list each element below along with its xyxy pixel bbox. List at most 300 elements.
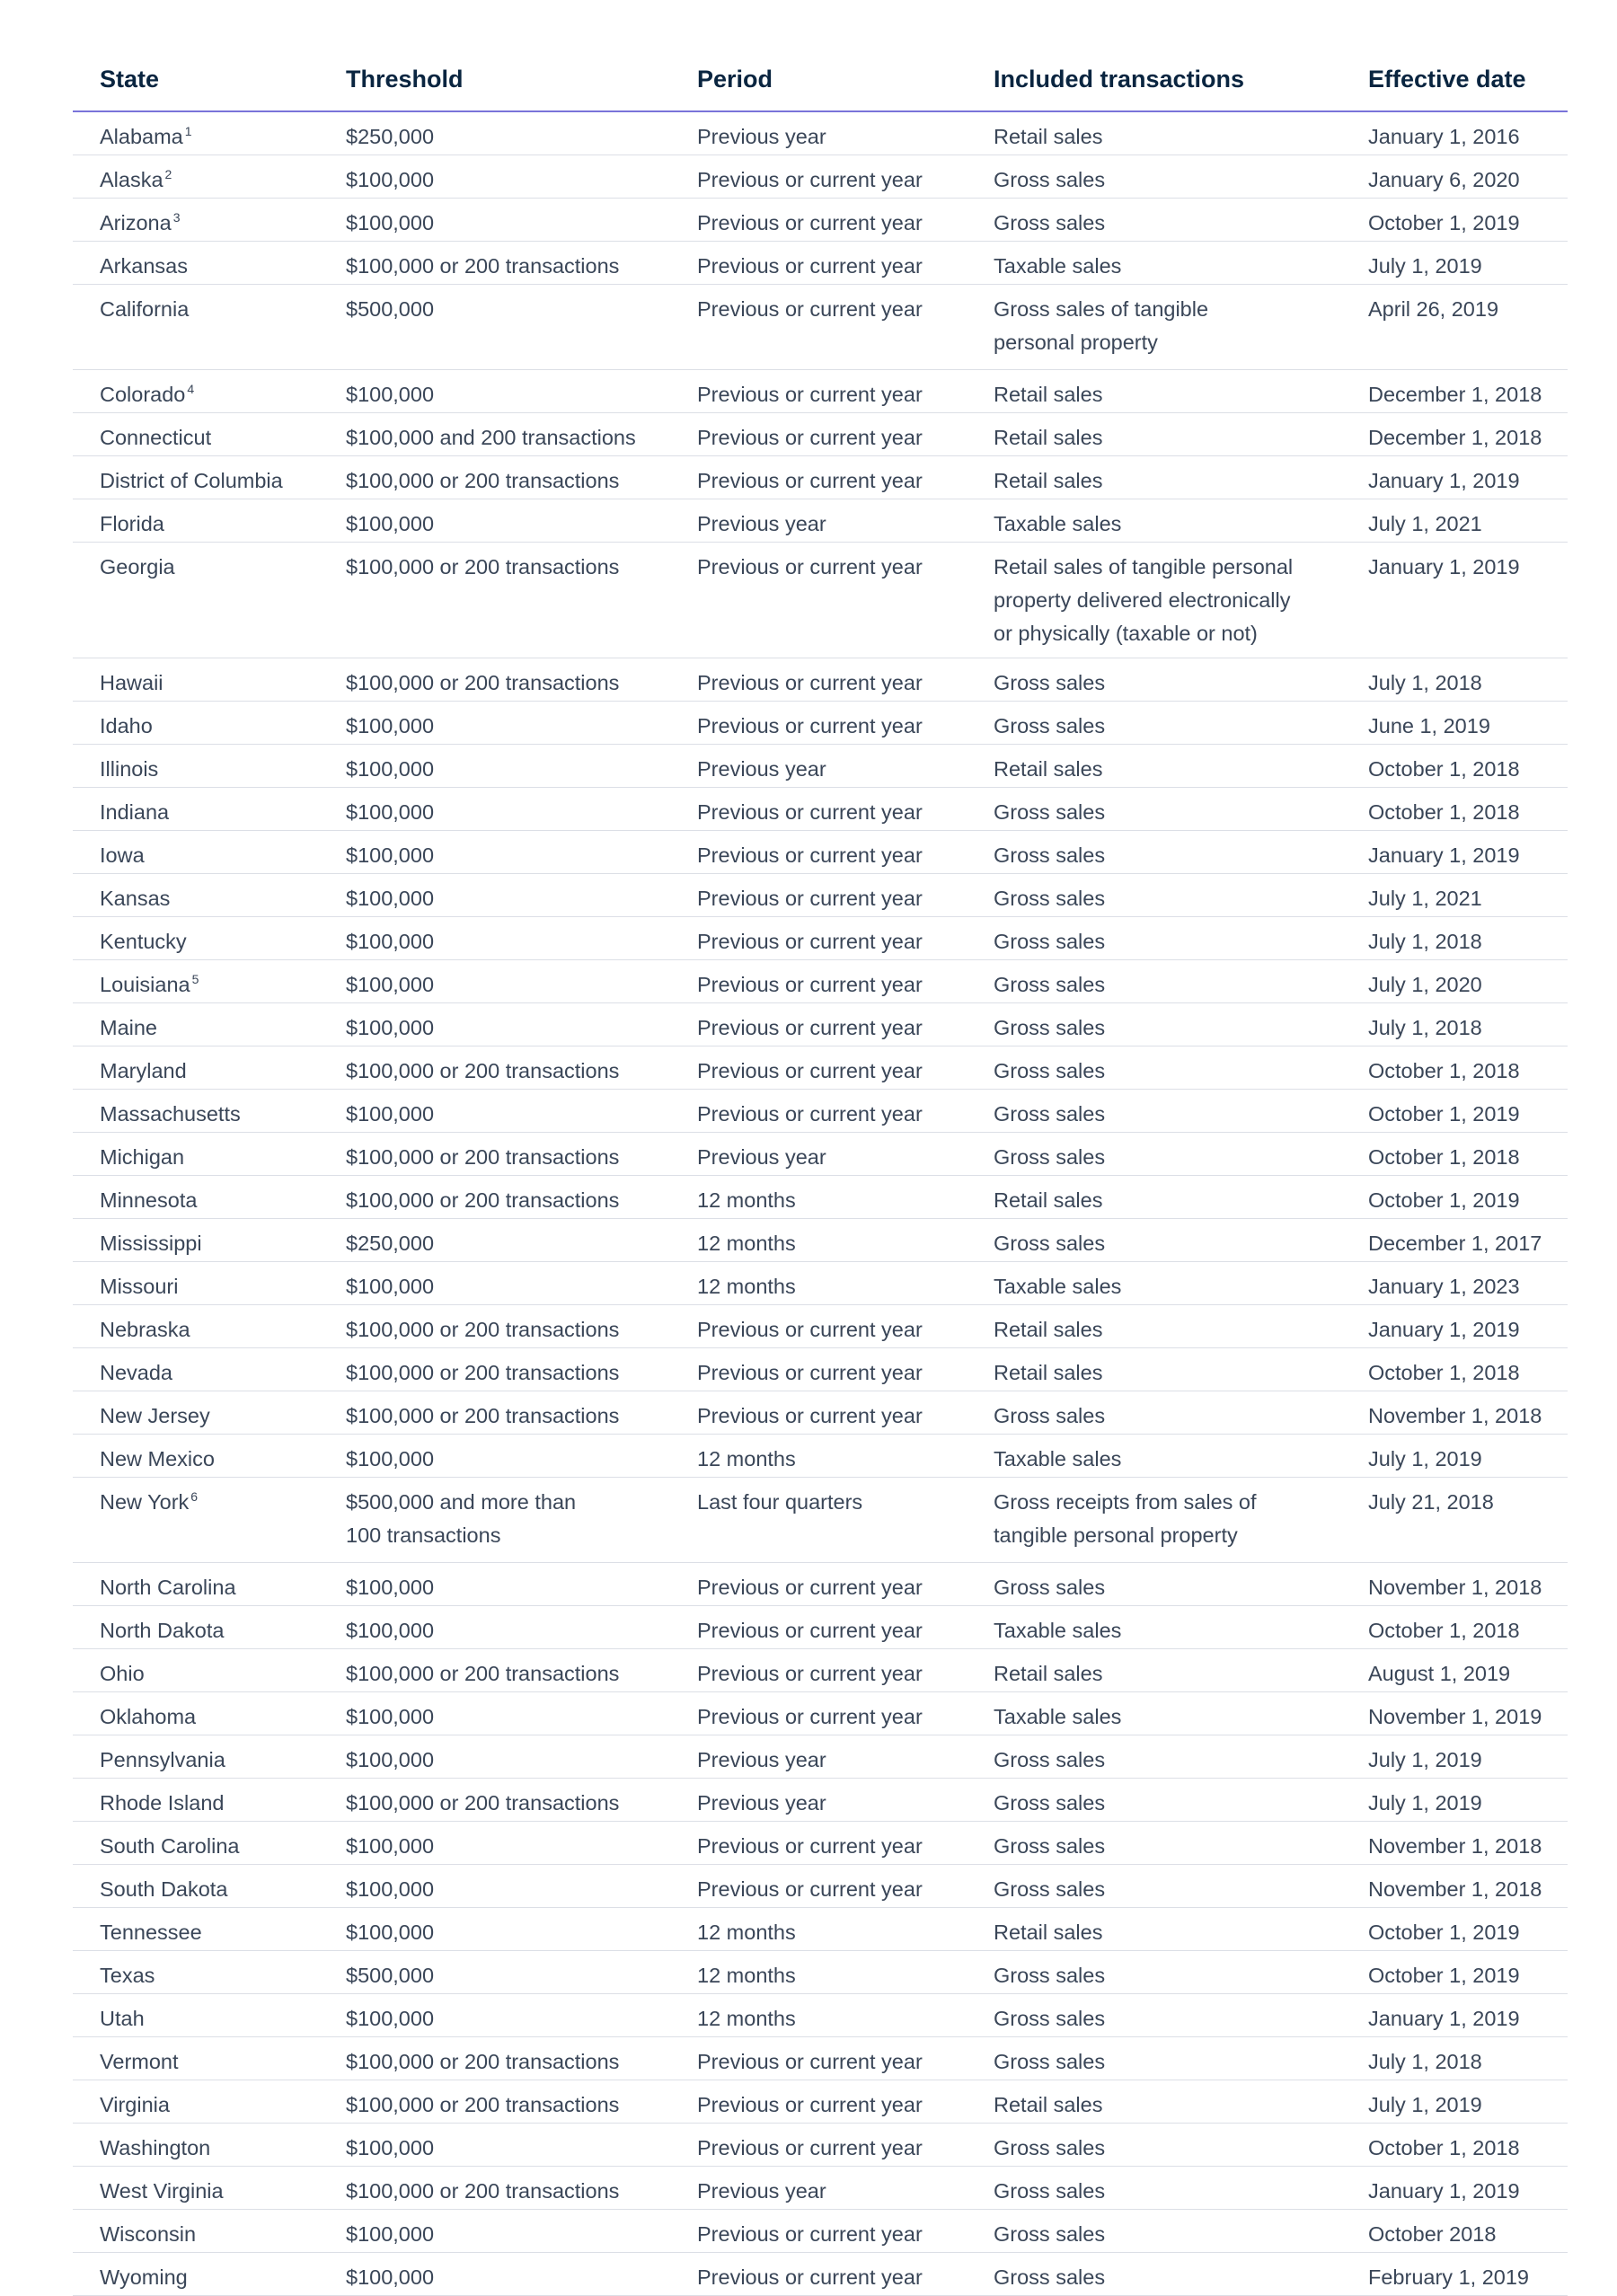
included-transactions-cell-text: Taxable sales — [994, 1619, 1122, 1642]
period-cell — [670, 1563, 967, 1606]
effective-date-cell-text: January 1, 2019 — [1368, 1318, 1520, 1341]
included-transactions-cell — [967, 499, 1341, 543]
effective-date-cell-text: October 1, 2019 — [1368, 1102, 1520, 1126]
threshold-cell — [319, 1003, 670, 1046]
table-row — [73, 1779, 1568, 1822]
effective-date-cell-text: November 1, 2018 — [1368, 1834, 1542, 1858]
state-cell — [73, 1735, 319, 1779]
effective-date-cell — [1341, 1391, 1568, 1435]
included-transactions-cell — [967, 199, 1341, 242]
threshold-cell-text: $100,000 or 200 transactions — [346, 1188, 620, 1212]
state-cell — [73, 1865, 319, 1908]
effective-date-cell — [1341, 1994, 1568, 2037]
effective-date-cell-text: October 1, 2019 — [1368, 1921, 1520, 1944]
period-cell — [670, 1779, 967, 1822]
threshold-cell-text: $100,000 or 200 transactions — [346, 1361, 620, 1384]
included-transactions-cell-text: Gross sales — [994, 2179, 1106, 2203]
included-transactions-cell-text: Taxable sales — [994, 512, 1122, 535]
included-transactions-cell — [967, 2037, 1341, 2080]
period-cell-text: 12 months — [697, 1232, 796, 1255]
table-body — [73, 111, 1568, 2296]
state-cell — [73, 745, 319, 788]
included-transactions-cell — [967, 1090, 1341, 1133]
period-cell — [670, 1262, 967, 1305]
effective-date-cell-text: July 1, 2018 — [1368, 1016, 1482, 1039]
threshold-cell — [319, 702, 670, 745]
state-cell — [73, 917, 319, 960]
effective-date-cell-text: December 1, 2018 — [1368, 383, 1542, 406]
included-transactions-cell-text: Gross sales — [994, 973, 1106, 996]
included-transactions-cell-text: Gross sales — [994, 1145, 1106, 1169]
threshold-cell — [319, 1692, 670, 1735]
threshold-cell-text: $100,000 — [346, 1748, 435, 1771]
period-cell-text: Previous or current year — [697, 1877, 923, 1901]
effective-date-cell — [1341, 1305, 1568, 1348]
period-cell-text: Previous or current year — [697, 2093, 923, 2116]
threshold-cell-text: $100,000 or 200 transactions — [346, 2179, 620, 2203]
effective-date-cell-text: July 1, 2019 — [1368, 1791, 1482, 1815]
state-cell-text: Alabama — [100, 125, 183, 148]
threshold-cell-text: $100,000 — [346, 1016, 435, 1039]
effective-date-cell-text: April 26, 2019 — [1368, 297, 1499, 321]
period-cell-text: Previous year — [697, 1748, 826, 1771]
period-cell-text: 12 months — [697, 2007, 796, 2030]
table-row — [73, 960, 1568, 1003]
threshold-cell — [319, 456, 670, 499]
included-transactions-cell — [967, 1779, 1341, 1822]
state-cell-text: Washington — [100, 2136, 211, 2159]
included-transactions-cell-text: Gross sales — [994, 714, 1106, 737]
threshold-cell-text: $500,000 and more than 100 transactions — [346, 1490, 577, 1547]
threshold-cell-text: $100,000 — [346, 1102, 435, 1126]
table-row — [73, 543, 1568, 658]
period-cell-text: Previous or current year — [697, 1102, 923, 1126]
threshold-cell — [319, 658, 670, 702]
effective-date-cell-text: July 1, 2019 — [1368, 254, 1482, 278]
table-row — [73, 1435, 1568, 1478]
effective-date-cell-text: December 1, 2018 — [1368, 426, 1542, 449]
period-cell-text: Previous or current year — [697, 887, 923, 910]
table-row — [73, 2080, 1568, 2124]
period-cell — [670, 2210, 967, 2253]
threshold-cell — [319, 1348, 670, 1391]
threshold-cell-text: $100,000 — [346, 2265, 435, 2289]
state-cell — [73, 874, 319, 917]
threshold-cell-text: $100,000 — [346, 512, 435, 535]
period-cell — [670, 1391, 967, 1435]
included-transactions-cell — [967, 745, 1341, 788]
state-cell-text: Alaska — [100, 168, 163, 191]
period-cell — [670, 917, 967, 960]
footnote-marker: 2 — [164, 167, 172, 182]
period-cell-text: Previous or current year — [697, 1361, 923, 1384]
period-cell — [670, 2253, 967, 2296]
included-transactions-cell — [967, 111, 1341, 155]
threshold-cell-text: $100,000 or 200 transactions — [346, 1318, 620, 1341]
effective-date-cell — [1341, 1735, 1568, 1779]
state-cell-text: Georgia — [100, 555, 175, 578]
included-transactions-cell — [967, 1735, 1341, 1779]
table-row — [73, 413, 1568, 456]
period-cell-text: Previous or current year — [697, 426, 923, 449]
period-cell — [670, 111, 967, 155]
included-transactions-cell-text: Retail sales — [994, 1361, 1103, 1384]
threshold-cell — [319, 2080, 670, 2124]
threshold-cell — [319, 1563, 670, 1606]
effective-date-cell-text: January 6, 2020 — [1368, 168, 1520, 191]
threshold-cell — [319, 831, 670, 874]
state-cell — [73, 2080, 319, 2124]
threshold-cell — [319, 242, 670, 285]
period-cell — [670, 1908, 967, 1951]
table-row — [73, 2210, 1568, 2253]
effective-date-cell — [1341, 111, 1568, 155]
threshold-cell — [319, 1305, 670, 1348]
effective-date-cell-text: July 1, 2021 — [1368, 887, 1482, 910]
table-row — [73, 1822, 1568, 1865]
table-row — [73, 745, 1568, 788]
included-transactions-cell — [967, 658, 1341, 702]
period-cell — [670, 1606, 967, 1649]
table-header — [73, 52, 1568, 111]
state-cell — [73, 1563, 319, 1606]
effective-date-cell-text: January 1, 2019 — [1368, 469, 1520, 492]
table-row — [73, 1003, 1568, 1046]
table-row — [73, 788, 1568, 831]
included-transactions-cell — [967, 2124, 1341, 2167]
nexus-threshold-table-container — [73, 52, 1568, 2296]
effective-date-cell — [1341, 1649, 1568, 1692]
table-row — [73, 658, 1568, 702]
period-cell-text: Previous or current year — [697, 2050, 923, 2073]
effective-date-cell-text: October 1, 2018 — [1368, 800, 1520, 824]
threshold-cell — [319, 111, 670, 155]
threshold-cell-text: $100,000 or 200 transactions — [346, 671, 620, 694]
table-row — [73, 1908, 1568, 1951]
threshold-cell-text: $100,000 — [346, 1619, 435, 1642]
effective-date-cell — [1341, 917, 1568, 960]
threshold-cell-text: $500,000 — [346, 1964, 435, 1987]
included-transactions-cell-text: Gross sales — [994, 2265, 1106, 2289]
state-cell-text: Pennsylvania — [100, 1748, 225, 1771]
included-transactions-cell-text: Retail sales — [994, 426, 1103, 449]
state-cell — [73, 658, 319, 702]
threshold-cell-text: $100,000 or 200 transactions — [346, 1404, 620, 1427]
effective-date-cell-text: July 21, 2018 — [1368, 1490, 1494, 1514]
state-cell-text: North Dakota — [100, 1619, 225, 1642]
included-transactions-cell-text: Retail sales — [994, 2093, 1103, 2116]
period-cell-text: Previous or current year — [697, 1576, 923, 1599]
period-cell-text: Previous or current year — [697, 1705, 923, 1728]
included-transactions-cell-text: Gross sales — [994, 1102, 1106, 1126]
included-transactions-cell — [967, 456, 1341, 499]
state-cell — [73, 1133, 319, 1176]
effective-date-cell — [1341, 658, 1568, 702]
period-cell-text: 12 months — [697, 1921, 796, 1944]
effective-date-cell — [1341, 543, 1568, 658]
table-row — [73, 1735, 1568, 1779]
state-cell-text: Massachusetts — [100, 1102, 241, 1126]
threshold-cell — [319, 370, 670, 413]
included-transactions-cell-text: Gross sales — [994, 1964, 1106, 1987]
period-cell — [670, 1003, 967, 1046]
effective-date-cell-text: November 1, 2018 — [1368, 1877, 1542, 1901]
period-cell-text: Previous or current year — [697, 2222, 923, 2246]
included-transactions-cell-text: Retail sales — [994, 1662, 1103, 1685]
threshold-cell — [319, 1262, 670, 1305]
included-transactions-cell — [967, 543, 1341, 658]
period-cell-text: Previous year — [697, 1791, 826, 1815]
state-cell-text: Vermont — [100, 2050, 179, 2073]
threshold-cell-text: $100,000 — [346, 1921, 435, 1944]
threshold-cell — [319, 1133, 670, 1176]
effective-date-cell-text: October 1, 2018 — [1368, 1619, 1520, 1642]
state-cell — [73, 1090, 319, 1133]
effective-date-cell — [1341, 1348, 1568, 1391]
state-cell-text: Connecticut — [100, 426, 212, 449]
included-transactions-cell-text: Retail sales — [994, 757, 1103, 781]
period-cell — [670, 2037, 967, 2080]
threshold-cell — [319, 1951, 670, 1994]
threshold-cell — [319, 1649, 670, 1692]
included-transactions-cell — [967, 788, 1341, 831]
state-cell-text: Texas — [100, 1964, 155, 1987]
effective-date-cell — [1341, 960, 1568, 1003]
threshold-cell-text: $100,000 or 200 transactions — [346, 2093, 620, 2116]
state-cell-text: Colorado — [100, 383, 186, 406]
effective-date-cell-text: November 1, 2019 — [1368, 1705, 1542, 1728]
header-period: Period — [670, 52, 967, 111]
period-cell — [670, 199, 967, 242]
included-transactions-cell-text: Gross sales — [994, 843, 1106, 867]
state-cell-text: Arizona — [100, 211, 172, 234]
state-cell-text: Tennessee — [100, 1921, 202, 1944]
included-transactions-cell — [967, 1262, 1341, 1305]
header-threshold: Threshold — [319, 52, 670, 111]
included-transactions-cell — [967, 1865, 1341, 1908]
threshold-cell-text: $100,000 or 200 transactions — [346, 2050, 620, 2073]
effective-date-cell — [1341, 2080, 1568, 2124]
effective-date-cell-text: January 1, 2019 — [1368, 843, 1520, 867]
effective-date-cell — [1341, 413, 1568, 456]
period-cell — [670, 831, 967, 874]
effective-date-cell — [1341, 2210, 1568, 2253]
threshold-cell-text: $100,000 — [346, 1447, 435, 1470]
effective-date-cell-text: June 1, 2019 — [1368, 714, 1490, 737]
period-cell — [670, 285, 967, 370]
state-cell-text: Nebraska — [100, 1318, 190, 1341]
effective-date-cell — [1341, 788, 1568, 831]
threshold-cell-text: $100,000 — [346, 2007, 435, 2030]
period-cell-text: Previous year — [697, 125, 826, 148]
period-cell — [670, 788, 967, 831]
state-cell-text: Nevada — [100, 1361, 172, 1384]
period-cell-text: 12 months — [697, 1447, 796, 1470]
effective-date-cell-text: July 1, 2021 — [1368, 512, 1482, 535]
state-cell — [73, 2253, 319, 2296]
state-cell — [73, 456, 319, 499]
state-cell — [73, 702, 319, 745]
state-cell — [73, 285, 319, 370]
included-transactions-cell — [967, 1606, 1341, 1649]
table-row — [73, 1951, 1568, 1994]
threshold-cell — [319, 155, 670, 199]
period-cell-text: Previous or current year — [697, 469, 923, 492]
included-transactions-cell — [967, 2210, 1341, 2253]
period-cell — [670, 1348, 967, 1391]
included-transactions-cell — [967, 1478, 1341, 1563]
threshold-cell-text: $100,000 — [346, 211, 435, 234]
effective-date-cell — [1341, 285, 1568, 370]
threshold-cell-text: $100,000 — [346, 887, 435, 910]
table-row — [73, 1649, 1568, 1692]
state-cell — [73, 1435, 319, 1478]
period-cell — [670, 155, 967, 199]
period-cell-text: Previous or current year — [697, 383, 923, 406]
state-cell — [73, 242, 319, 285]
period-cell — [670, 242, 967, 285]
header-included-transactions: Included transactions — [967, 52, 1341, 111]
period-cell-text: Previous or current year — [697, 930, 923, 953]
threshold-cell — [319, 1478, 670, 1563]
included-transactions-cell-text: Retail sales — [994, 1188, 1103, 1212]
table-row — [73, 2124, 1568, 2167]
period-cell — [670, 2124, 967, 2167]
effective-date-cell-text: October 1, 2019 — [1368, 1964, 1520, 1987]
state-cell — [73, 1994, 319, 2037]
period-cell — [670, 1305, 967, 1348]
table-row — [73, 917, 1568, 960]
threshold-cell — [319, 745, 670, 788]
footnote-marker: 3 — [172, 210, 181, 225]
threshold-cell — [319, 1435, 670, 1478]
effective-date-cell — [1341, 1692, 1568, 1735]
state-cell — [73, 1478, 319, 1563]
period-cell-text: Previous year — [697, 1145, 826, 1169]
state-cell — [73, 1606, 319, 1649]
included-transactions-cell-text: Gross sales — [994, 1877, 1106, 1901]
threshold-cell — [319, 1994, 670, 2037]
state-cell-text: Illinois — [100, 757, 159, 781]
state-cell-text: Arkansas — [100, 254, 188, 278]
state-cell — [73, 831, 319, 874]
state-cell — [73, 1692, 319, 1735]
state-cell-text: North Carolina — [100, 1576, 236, 1599]
state-cell-text: Mississippi — [100, 1232, 202, 1255]
threshold-cell — [319, 1822, 670, 1865]
effective-date-cell — [1341, 199, 1568, 242]
period-cell — [670, 543, 967, 658]
effective-date-cell — [1341, 1822, 1568, 1865]
state-cell — [73, 413, 319, 456]
state-cell-text: Wisconsin — [100, 2222, 197, 2246]
included-transactions-cell — [967, 2253, 1341, 2296]
threshold-cell — [319, 1046, 670, 1090]
period-cell-text: Previous or current year — [697, 973, 923, 996]
state-cell — [73, 111, 319, 155]
threshold-cell-text: $100,000 — [346, 973, 435, 996]
state-cell-text: Ohio — [100, 1662, 145, 1685]
state-cell — [73, 2124, 319, 2167]
effective-date-cell — [1341, 1908, 1568, 1951]
included-transactions-cell-text: Gross sales of tangible personal property — [994, 297, 1209, 354]
threshold-cell — [319, 543, 670, 658]
state-cell — [73, 2167, 319, 2210]
threshold-cell-text: $100,000 — [346, 1877, 435, 1901]
period-cell — [670, 1090, 967, 1133]
effective-date-cell — [1341, 1951, 1568, 1994]
period-cell — [670, 2167, 967, 2210]
state-cell-text: New Jersey — [100, 1404, 210, 1427]
included-transactions-cell-text: Gross sales — [994, 1232, 1106, 1255]
period-cell-text: Previous or current year — [697, 714, 923, 737]
threshold-cell — [319, 2037, 670, 2080]
included-transactions-cell-text: Gross sales — [994, 1748, 1106, 1771]
table-row — [73, 1133, 1568, 1176]
period-cell — [670, 413, 967, 456]
table-row — [73, 155, 1568, 199]
included-transactions-cell-text: Gross sales — [994, 1834, 1106, 1858]
header-row — [73, 52, 1568, 111]
state-cell — [73, 1391, 319, 1435]
threshold-cell-text: $100,000 — [346, 800, 435, 824]
period-cell-text: Previous or current year — [697, 1318, 923, 1341]
threshold-cell-text: $100,000 — [346, 843, 435, 867]
state-cell-text: Louisiana — [100, 973, 190, 996]
effective-date-cell-text: July 1, 2019 — [1368, 2093, 1482, 2116]
threshold-cell — [319, 2253, 670, 2296]
threshold-cell-text: $100,000 or 200 transactions — [346, 1059, 620, 1082]
footnote-marker: 4 — [187, 382, 195, 397]
included-transactions-cell-text: Taxable sales — [994, 1275, 1122, 1298]
period-cell-text: Previous or current year — [697, 2265, 923, 2289]
included-transactions-cell — [967, 1435, 1341, 1478]
threshold-cell-text: $100,000 — [346, 2222, 435, 2246]
effective-date-cell — [1341, 1435, 1568, 1478]
effective-date-cell — [1341, 1046, 1568, 1090]
included-transactions-cell — [967, 1822, 1341, 1865]
threshold-cell — [319, 199, 670, 242]
period-cell — [670, 1219, 967, 1262]
period-cell — [670, 1822, 967, 1865]
effective-date-cell-text: July 1, 2018 — [1368, 2050, 1482, 2073]
state-cell-text: Florida — [100, 512, 164, 535]
state-cell-text: Utah — [100, 2007, 145, 2030]
period-cell-text: 12 months — [697, 1188, 796, 1212]
state-cell-text: Missouri — [100, 1275, 179, 1298]
included-transactions-cell — [967, 1305, 1341, 1348]
threshold-cell-text: $100,000 or 200 transactions — [346, 254, 620, 278]
threshold-cell — [319, 2210, 670, 2253]
included-transactions-cell — [967, 1133, 1341, 1176]
included-transactions-cell-text: Taxable sales — [994, 1447, 1122, 1470]
threshold-cell-text: $500,000 — [346, 297, 435, 321]
period-cell-text: Previous or current year — [697, 168, 923, 191]
included-transactions-cell-text: Gross receipts from sales of tangible personal property — [994, 1490, 1257, 1547]
included-transactions-cell — [967, 1176, 1341, 1219]
threshold-cell — [319, 1908, 670, 1951]
state-cell-text: Indiana — [100, 800, 170, 824]
effective-date-cell-text: July 1, 2020 — [1368, 973, 1482, 996]
threshold-cell-text: $100,000 — [346, 2136, 435, 2159]
effective-date-cell — [1341, 831, 1568, 874]
period-cell-text: Previous or current year — [697, 1834, 923, 1858]
included-transactions-cell-text: Gross sales — [994, 800, 1106, 824]
included-transactions-cell-text: Gross sales — [994, 2050, 1106, 2073]
state-cell-text: Michigan — [100, 1145, 185, 1169]
period-cell-text: 12 months — [697, 1964, 796, 1987]
included-transactions-cell-text: Retail sales — [994, 1921, 1103, 1944]
